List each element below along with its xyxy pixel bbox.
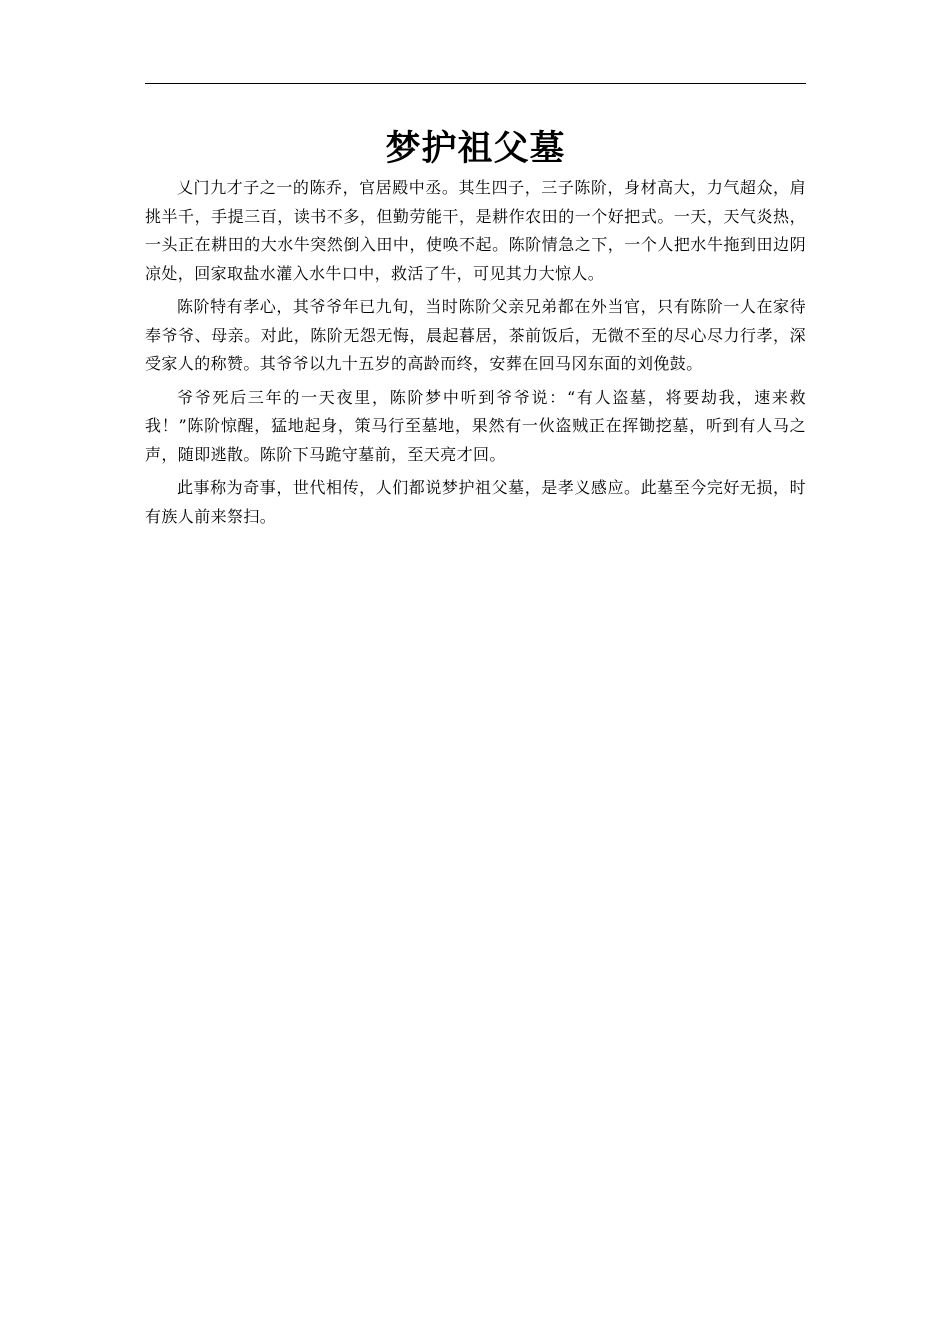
paragraph-2: 陈阶特有孝心，其爷爷年已九旬，当时陈阶父亲兄弟都在外当官，只有陈阶一人在家待奉爷爷、母亲。对此，陈阶无怨无悔，晨起暮居，茶前饭后，无微不至的尽心尽力行孝，深受家人的称赞。其爷爷以九十五岁的高龄而终，安葬在回马冈东面的刘俛鼓。: [145, 297, 806, 373]
document-title: 梦护祖父墓: [385, 129, 566, 169]
paragraph-1: 乂门九才子之一的陈乔，官居殿中丞。其生四子，三子陈阶，身材高大，力气超众，肩挑半千，手提三百，读书不多，但勤劳能干，是耕作农田的一个好把式。一天，天气炎热，一头正在耕田的大水牛突然倒入田中，使唤不起。陈阶情急之下，一个人把水牛拖到田边阴凉处，回家取盐水灌入水牛口中，救活了牛，可见其力大惊人。: [145, 178, 806, 283]
paragraph-4: 此事称为奇事，世代相传，人们都说梦护祖父墓，是孝义感应。此墓至今完好无损，时有族人前来祭扫。: [145, 478, 806, 526]
paragraph-3: 爷爷死后三年的一天夜里，陈阶梦中听到爷爷说：“有人盗墓，将要劫我，速来救我！”陈阶惊醒，猛地起身，策马行至墓地，果然有一伙盗贼正在挥锄挖墓，听到有人马之声，随即逃散。陈阶下马跪守墓前，至天亮才回。: [145, 387, 806, 464]
header-rule: [145, 83, 806, 84]
document-body: [145, 174, 806, 536]
